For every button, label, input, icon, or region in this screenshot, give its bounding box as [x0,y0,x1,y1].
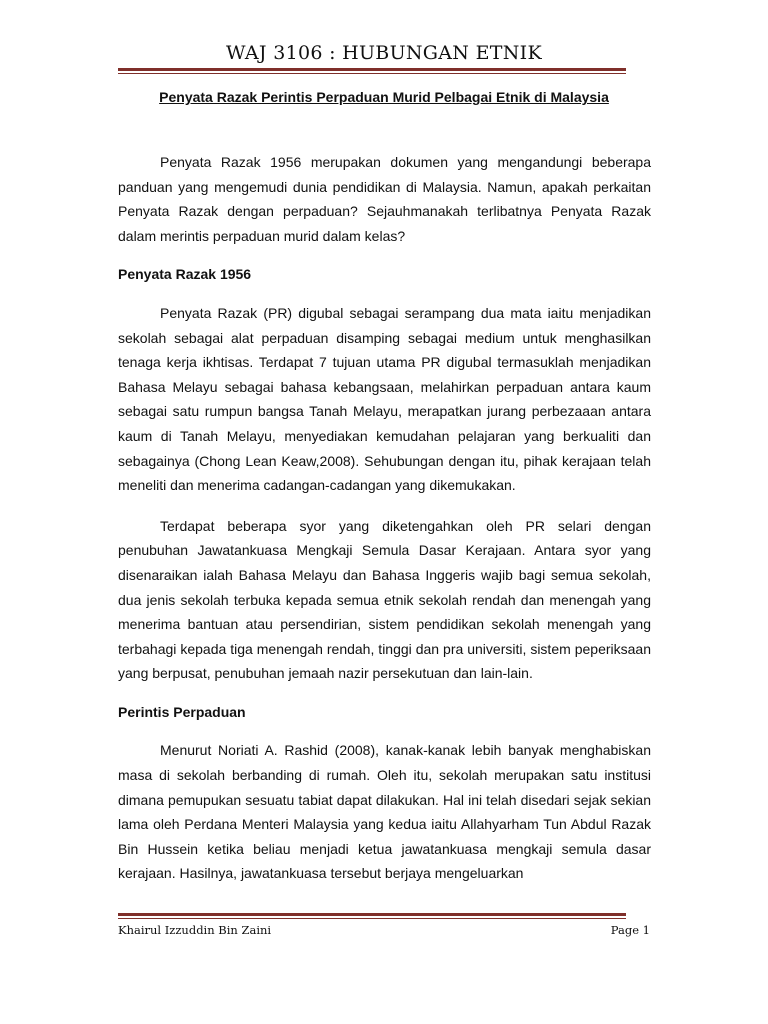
section2-paragraph-1: Menurut Noriati A. Rashid (2008), kanak-kanak lebih banyak menghabiskan masa di sekolah berbanding di rumah. Oleh itu, sekolah merupakan satu institusi dimana pemupukan sesuatu tabiat dapat dilakukan. Hal ini telah disedari sejak sekian lama oleh Perdana Menteri Malaysia yang kedua iaitu Allahyarham Tun Abdul Razak Bin Hussein ketika beliau menjadi ketua jawatankuasa mengkaji semula dasar kerajaan. Hasilnya, jawatankuasa tersebut berjaya mengeluarkan [118,742,651,882]
footer-author: Khairul Izzuddin Bin Zaini [118,923,272,937]
header-rule-thin-line [118,73,626,74]
running-header-title: WAJ 3106 : HUBUNGAN ETNIK [226,42,542,64]
section1-paragraph-1: Penyata Razak (PR) digubal sebagai serampang dua mata iaitu menjadikan sekolah sebagai alat perpaduan disamping sebagai medium untuk menghasilkan tenaga kerja ikhtisas. Terdapat 7 tujuan utama PR digubal termasuklah menjadikan Bahasa Melayu sebagai bahasa kebangsaan, melahirkan perpaduan antara kaum sebagai satu rumpun bangsa Tanah Melayu, merapatkan jurang perbezaaan antara kaum di Tanah Melayu, menyediakan kemudahan pelajaran yang berkualiti dan sebagainya (Chong Lean Keaw,2008). Sehubungan dengan itu, pihak kerajaan telah meneliti dan menerima cadangan-cadangan yang dikemukakan. [118,304,651,494]
intro-paragraph: Penyata Razak 1956 merupakan dokumen yang mengandungi beberapa panduan yang mengemudi dunia pendidikan di Malaysia. Namun, apakah perkaitan Penyata Razak dengan perpaduan? Sejauhmanakah terlibatnya Penyata Razak dalam merintis perpaduan murid dalam kelas? [118,154,651,244]
footer-rule [118,913,626,919]
footer-page-number: Page 1 [610,923,650,937]
footer-rule-thin-line [118,918,626,919]
header-rule-thick-line [118,68,626,71]
document-body [118,150,651,886]
footer-rule-thick-line [118,913,626,916]
section-heading-penyata-razak-1956: Penyata Razak 1956 [118,266,252,283]
section-heading-perintis-perpaduan: Perintis Perpaduan [118,703,246,720]
section1-paragraph-2: Terdapat beberapa syor yang diketengahkan oleh PR selari dengan penubuhan Jawatankuasa Mengkaji Semula Dasar Kerajaan. Antara syor yang disenaraikan ialah Bahasa Melayu dan Bahasa Inggeris wajib bagi semua sekolah, dua jenis sekolah terbuka kepada semua etnik sekolah rendah dan menengah yang menerima bantuan atau persendirian, sistem pendidikan sekolah menengah yang terbahagi kepada tiga menengah rendah, tinggi dan pra universiti, sistem peperiksaan yang berpusat, penubuhan jemaah nazir persekutuan dan lain-lain. [118,517,651,682]
header-rule [118,68,626,74]
document-title: Penyata Razak Perintis Perpaduan Murid Pelbagai Etnik di Malaysia [159,89,609,105]
